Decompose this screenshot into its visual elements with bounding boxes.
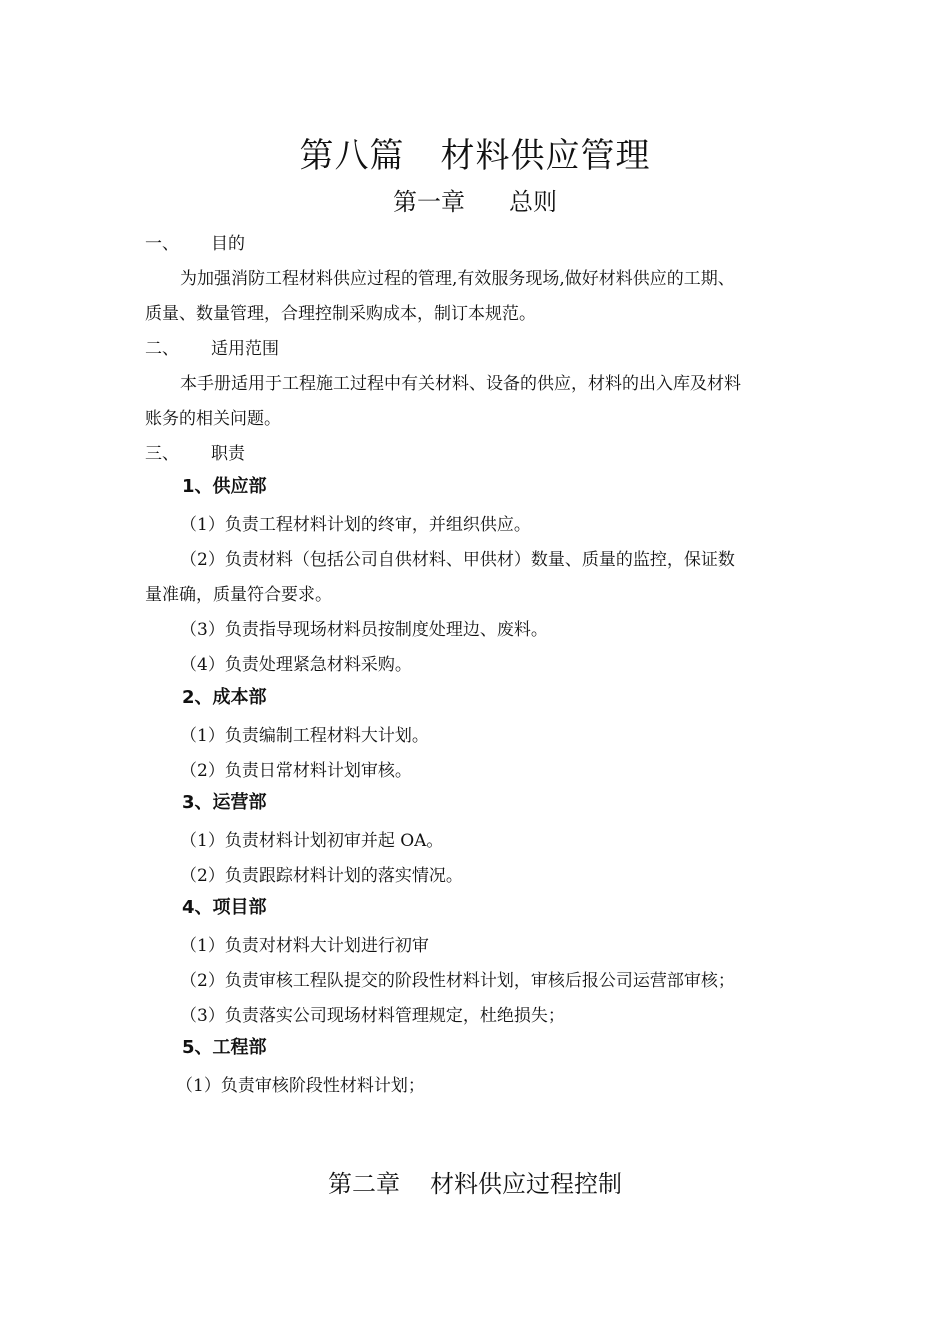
section-label: 职责: [211, 444, 245, 464]
duty-item: （1）负责材料计划初审并起 OA。: [180, 831, 444, 851]
duty-heading-cost: 2、成本部: [182, 687, 267, 708]
duty-item: （2）负责跟踪材料计划的落实情况。: [180, 866, 463, 886]
chapter-1-name: 总则: [509, 188, 557, 216]
chapter-1-heading: [0, 182, 950, 217]
duty-item-continuation: 量准确，质量符合要求。: [145, 585, 332, 605]
title-part: 第八篇: [299, 136, 405, 176]
duty-item: （3）负责落实公司现场材料管理规定，杜绝损失；: [180, 1006, 565, 1026]
chapter-1-num: 第一章: [393, 188, 465, 216]
document-title: [0, 128, 950, 177]
duty-heading-supply: 1、供应部: [182, 476, 267, 497]
duty-item: （3）负责指导现场材料员按制度处理边、废料。: [180, 620, 548, 640]
title-name: 材料供应管理: [440, 136, 651, 176]
paragraph-line: 为加强消防工程材料供应过程的管理,有效服务现场,做好材料供应的工期、: [180, 269, 735, 289]
duty-item: （1）负责工程材料计划的终审，并组织供应。: [180, 515, 531, 535]
duty-item: （2）负责审核工程队提交的阶段性材料计划，审核后报公司运营部审核；: [180, 971, 735, 991]
duty-item: （4）负责处理紧急材料采购。: [180, 655, 412, 675]
section-label: 适用范围: [211, 339, 279, 359]
duty-item: （2）负责日常材料计划审核。: [180, 761, 412, 781]
section-scope: [145, 334, 279, 359]
chapter-2-num: 第二章: [328, 1170, 400, 1198]
duty-item: （1）负责对材料大计划进行初审: [180, 936, 429, 956]
duty-heading-engineering: 5、工程部: [182, 1037, 267, 1058]
section-purpose: [145, 229, 245, 254]
duty-item: （2）负责材料（包括公司自供材料、甲供材）数量、质量的监控，保证数: [180, 550, 735, 570]
duty-item: （1）负责编制工程材料大计划。: [180, 726, 429, 746]
section-duties: [145, 439, 245, 464]
section-num: 三、: [145, 444, 179, 464]
section-num: 二、: [145, 339, 179, 359]
chapter-2-heading: [0, 1164, 950, 1199]
duty-heading-ops: 3、运营部: [182, 792, 267, 813]
duty-item: （1）负责审核阶段性材料计划；: [176, 1076, 425, 1096]
chapter-2-name: 材料供应过程控制: [430, 1170, 622, 1198]
section-label: 目的: [211, 234, 245, 254]
duty-heading-project: 4、项目部: [182, 897, 267, 918]
paragraph-line: 质量、数量管理，合理控制采购成本，制订本规范。: [145, 304, 536, 324]
paragraph-line: 账务的相关问题。: [145, 409, 281, 429]
paragraph-line: 本手册适用于工程施工过程中有关材料、设备的供应，材料的出入库及材料: [180, 374, 741, 394]
section-num: 一、: [145, 234, 179, 254]
